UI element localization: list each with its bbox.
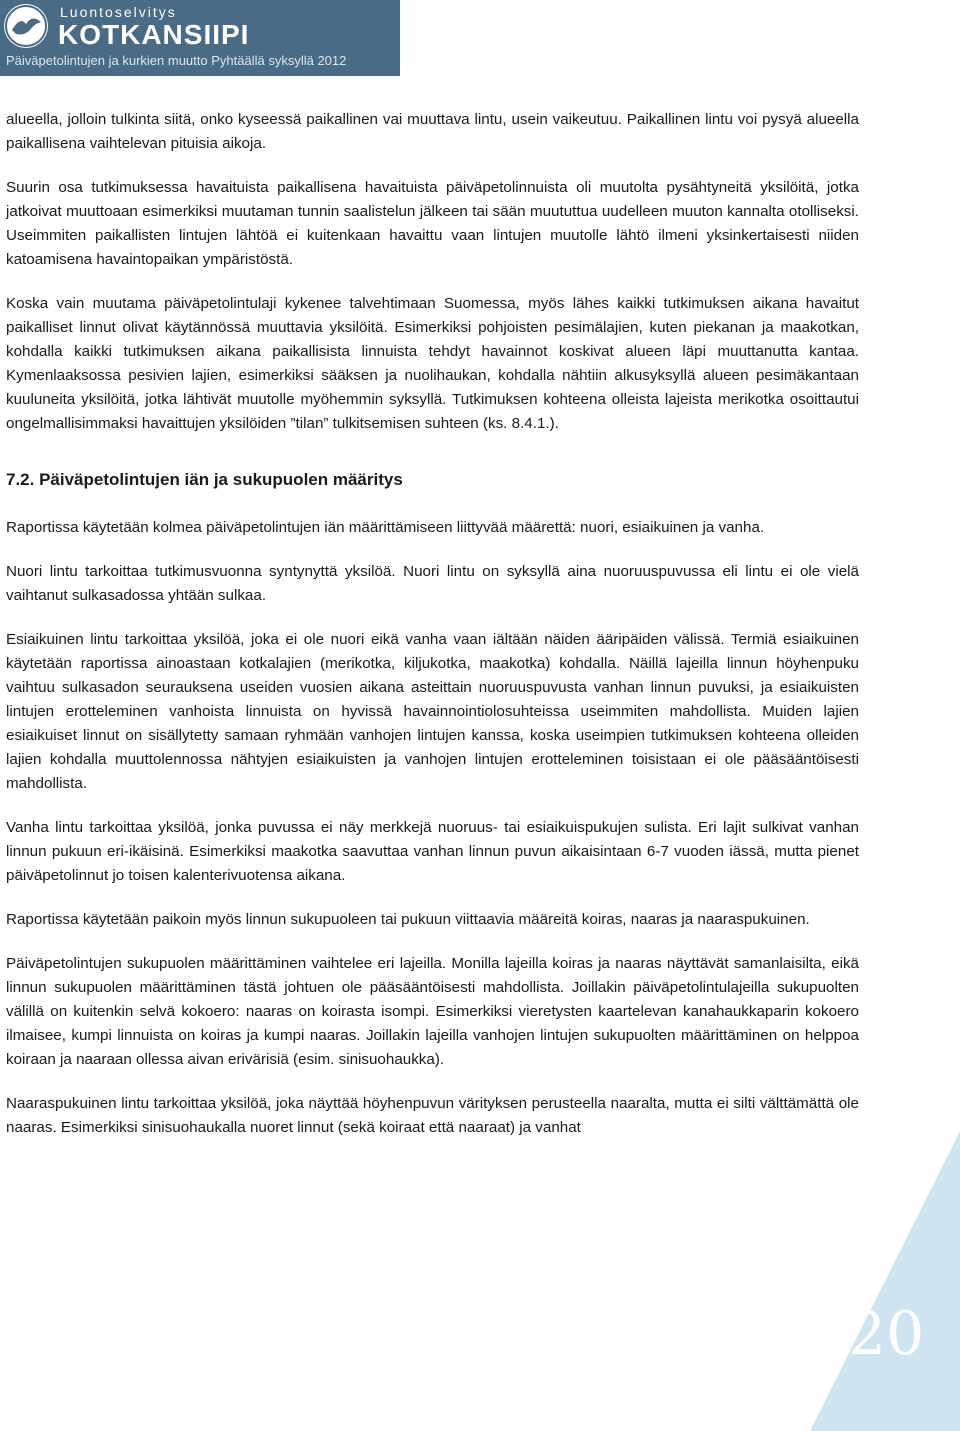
paragraph: Raportissa käytetään kolmea päiväpetolintujen iän määrittämiseen liittyvää määrettä: nuori, esiaikuinen ja vanha.	[6, 519, 765, 536]
paragraph: Päiväpetolintujen sukupuolen määrittäminen vaihtelee eri lajeilla. Monilla lajeilla koiras ja naaras näyttävät samanlaisilta, eikä linnun sukupuolen määrittäminen tästä johtuen ole pääsääntöisesti mahdollista. Joillakin päiväpetolintulajeilla sukupuolten välillä on kuitenkin selvä kokoero: naaras on koirasta isompi. Esimerkiksi vieretysten kaartelevan kanahaukkaparin kokoero ilmaisee, kumpi linnuista on koiras ja kumpi naaras. Joillakin lajeilla vanhojen lintujen sukupuolten määrittäminen on helppoa koiraan ja naaraan ollessa aivan erivärisiä (esim. sinisuohaukka).	[6, 955, 859, 1068]
brand-name: KOTKANSIIPI	[58, 19, 250, 50]
document-header	[0, 0, 400, 76]
paragraph: Nuori lintu tarkoittaa tutkimusvuonna syntynyttä yksilöä. Nuori lintu on syksyllä aina nuoruuspuvussa eli lintu ei ole vielä vaihtanut sulkasadossa yhtään sulkaa.	[6, 563, 859, 604]
bird-logo-icon	[4, 4, 48, 48]
paragraph: alueella, jolloin tulkinta siitä, onko kyseessä paikallinen vai muuttava lintu, usein vaikeutuu. Paikallinen lintu voi pysyä alueella paikallisena vaihtelevan pituisia aikoja.	[6, 111, 859, 152]
brand-tagline: Luontoselvitys	[60, 4, 177, 20]
paragraph: Naaraspukuinen lintu tarkoittaa yksilöä, joka näyttää höyhenpuvun värityksen perusteella naaralta, mutta ei silti välttämättä ole naaras. Esimerkiksi sinisuohaukalla nuoret linnut (sekä koiraat että naaraat) ja vanhat	[6, 1095, 859, 1136]
paragraph: Vanha lintu tarkoittaa yksilöä, jonka puvussa ei näy merkkejä nuoruus- tai esiaikuispukujen sulista. Eri lajit sulkivat vanhan linnun pukuun eri-ikäisinä. Esimerkiksi maakotka saavuttaa vanhan linnun puvun aikaisintaan 6-7 vuoden iässä, mutta pienet päiväpetolinnut jo toisen kalenterivuotensa aikana.	[6, 819, 859, 884]
page-number: 20	[848, 1299, 925, 1369]
document-subtitle: Päiväpetolintujen ja kurkien muutto Pyhtäällä syksyllä 2012	[6, 53, 347, 68]
paragraph: Suurin osa tutkimuksessa havaituista paikallisena havaituista päiväpetolinnuista oli muutolta pysähtyneitä yksilöitä, jotka jatkoivat muuttoaan esimerkiksi muutaman tunnin saalistelun jälkeen tai sään muututtua uudelleen muuton kannalta otolliseksi. Useimmiten paikallisten lintujen lähtöä ei kuitenkaan havaittu vaan lintujen muutolle lähtö ilmeni yksinkertaisesti niiden katoamisena havaintopaikan ympäristöstä.	[6, 179, 859, 268]
page-body	[6, 108, 859, 1160]
paragraph: Koska vain muutama päiväpetolintulaji kykenee talvehtimaan Suomessa, myös lähes kaikki tutkimuksen aikana havaitut paikalliset linnut olivat käytännössä muuttavia yksilöitä. Esimerkiksi pohjoisten pesimälajien, kuten piekanan ja maakotkan, kohdalla kaikki tutkimuksen aikana paikallisista linnuista tehdyt havainnot koskivat alueen läpi muuttanutta kantaa. Kymenlaaksossa pesivien lajien, esimerkiksi sääksen ja nuolihaukan, kohdalla nähtiin alkusyksyllä alueen pesimäkantaan kuuluneita yksilöitä, jotka lähtivät muutolle myöhemmin syksyllä. Tutkimuksen kohteena olleista lajeista merikotka osoittautui ongelmallisimmaksi havaittujen yksilöiden ”tilan” tulkitsemisen suhteen (ks. 8.4.1.).	[6, 295, 859, 432]
paragraph: Raportissa käytetään paikoin myös linnun sukupuoleen tai pukuun viittaavia määreitä koiras, naaras ja naaraspukuinen.	[6, 911, 810, 928]
section-heading: 7.2. Päiväpetolintujen iän ja sukupuolen määritys	[6, 470, 403, 489]
corner-decoration	[810, 1131, 960, 1431]
paragraph: Esiaikuinen lintu tarkoittaa yksilöä, joka ei ole nuori eikä vanha vaan iältään näiden ääripäiden välissä. Termiä esiaikuinen käytetään raportissa ainoastaan kotkalajien (merikotka, kiljukotka, maakotka) kohdalla. Näillä lajeilla linnun höyhenpuku vaihtuu sulkasadon seurauksena useiden vuosien aikana asteittain nuoruuspuvusta vanhan linnun puvuksi, ja esiaikuisten lintujen erotteleminen vanhoista linnuista on hyvissä havainnointiolosuhteissa useimmiten mahdollista. Muiden lajien esiaikuiset linnut on sisällytetty samaan ryhmään vanhojen lintujen kanssa, koska useimpien tutkimuksen kohteena olleiden lajien kohdalla muuttolennossa nähtyjen esiaikuisten ja vanhojen lintujen erotteleminen toisistaan ei ole pääsääntöisesti mahdollista.	[6, 631, 859, 792]
